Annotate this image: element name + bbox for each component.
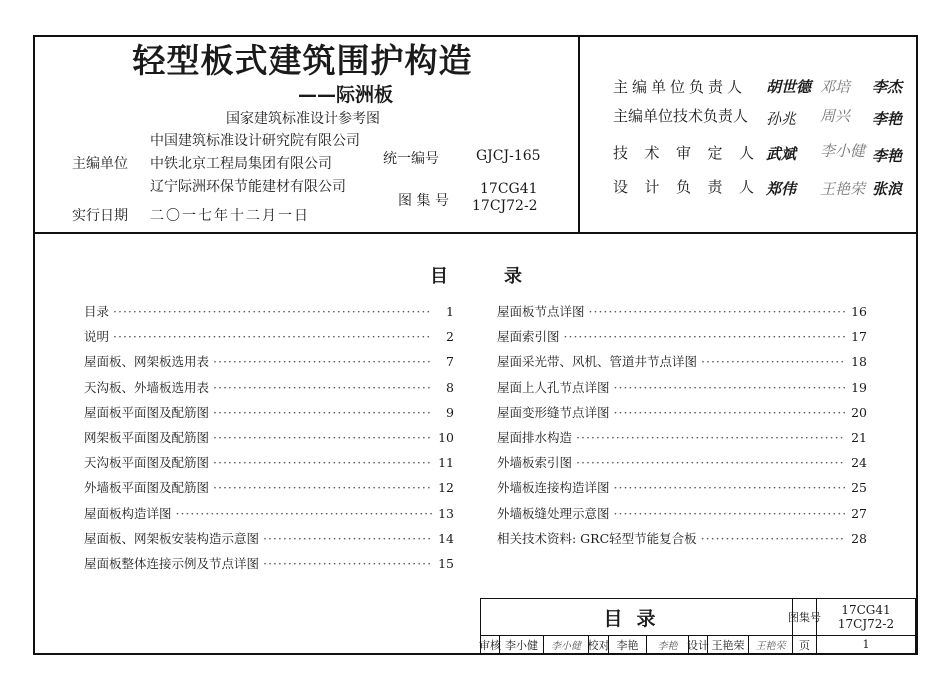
reviewer-signature: 李小健	[544, 636, 589, 654]
toc-entry-page: 16	[851, 304, 867, 319]
toc-entry-title: 天沟板、外墙板选用表	[84, 379, 210, 395]
toc-leader-dots	[701, 354, 845, 369]
toc-entry-title: 屋面采光带、风机、管道井节点详图	[497, 354, 698, 370]
toc-entry-title: 天沟板平面图及配筋图	[84, 455, 210, 471]
toc-entry-page: 19	[851, 379, 867, 395]
signature: 李艳	[872, 110, 903, 128]
date-value: 二〇一七年十二月一日	[150, 208, 310, 224]
signoff-role-2: 主编单位技术负责人	[613, 107, 749, 125]
designer-signature: 王艳荣	[749, 636, 793, 654]
toc-entry[interactable]	[497, 504, 867, 529]
toc-leader-dots	[113, 304, 432, 319]
toc-entry-title: 外墙板平面图及配筋图	[84, 480, 210, 496]
toc-entry-page: 21	[851, 429, 867, 445]
header-vertical-divider	[578, 35, 580, 232]
signature: 王艳荣	[820, 180, 866, 198]
toc-entry[interactable]	[497, 453, 867, 478]
signoff-role-3: 技术审定人	[613, 144, 771, 162]
toc-leader-dots	[614, 480, 845, 495]
checker-signature: 李艳	[647, 636, 689, 654]
toc-entry-page: 15	[438, 555, 454, 571]
signature: 李小健	[820, 142, 866, 160]
toc-entry-page: 27	[851, 505, 867, 521]
document-subtitle: ——际洲板	[298, 84, 394, 106]
toc-entry[interactable]	[497, 478, 867, 503]
page-number: 1	[817, 636, 916, 654]
designer-name: 王艳荣	[708, 636, 749, 654]
toc-entry-page: 14	[438, 530, 454, 546]
toc-entry[interactable]	[84, 378, 454, 403]
reviewer-name: 李小健	[500, 636, 544, 654]
checker-name: 李艳	[609, 636, 647, 654]
toc-entry-title: 屋面板平面图及配筋图	[84, 404, 210, 420]
toc-leader-dots	[576, 430, 845, 445]
signature: 张浪	[872, 180, 903, 198]
toc-entry-page: 24	[851, 455, 867, 471]
toc-entry-title: 外墙板缝处理示意图	[497, 505, 610, 521]
toc-entry[interactable]	[497, 302, 867, 327]
toc-leader-dots	[113, 329, 432, 344]
toc-entry-page: 11	[438, 455, 454, 471]
toc-leader-dots	[176, 506, 432, 521]
toc-leader-dots	[213, 430, 432, 445]
toc-entry-title: 相关技术资料: GRC轻型节能复合板	[497, 530, 697, 546]
unified-number: GJCJ-165	[476, 148, 541, 164]
title-block-atlas-number-2: 17CJ72-2	[837, 617, 895, 631]
signature: 周兴	[820, 107, 851, 125]
toc-entry-title: 屋面变形缝节点详图	[497, 404, 610, 420]
toc-leader-dots	[564, 329, 845, 344]
toc-leader-dots	[213, 354, 432, 369]
title-block-name: 目录	[481, 599, 793, 636]
toc-entry-title: 屋面板节点详图	[497, 304, 585, 319]
toc-entry-title: 目录	[84, 304, 110, 319]
toc-entry[interactable]	[84, 428, 454, 453]
toc-entry-page: 9	[446, 404, 454, 420]
toc-entry-title: 屋面排水构造	[497, 429, 573, 445]
editor-unit-3: 辽宁际洲环保节能建材有限公司	[150, 179, 346, 195]
toc-entry-page: 25	[851, 480, 867, 496]
signoff-role-4: 设计负责人	[613, 178, 771, 196]
toc-leader-dots	[213, 380, 432, 395]
toc-entry[interactable]	[497, 327, 867, 352]
toc-entry-page: 13	[438, 505, 454, 521]
toc-right-column	[497, 302, 867, 554]
toc-leader-dots	[614, 405, 845, 420]
toc-entry[interactable]	[497, 378, 867, 403]
atlas-number-1: 17CG41	[480, 181, 538, 197]
toc-entry[interactable]	[497, 529, 867, 554]
toc-title-left: 目	[430, 266, 448, 287]
toc-leader-dots	[263, 556, 432, 571]
atlas-number-2: 17CJ72-2	[472, 198, 538, 214]
toc-entry[interactable]	[84, 504, 454, 529]
toc-entry[interactable]	[84, 554, 454, 579]
toc-leader-dots	[589, 304, 845, 319]
document-title: 轻型板式建筑围护构造	[132, 41, 473, 80]
toc-title-right: 录	[504, 266, 522, 287]
toc-entry-page: 7	[446, 354, 454, 370]
toc-leader-dots	[614, 506, 845, 521]
review-label: 审核	[481, 636, 500, 654]
toc-entry[interactable]	[497, 352, 867, 377]
toc-entry-page: 20	[851, 404, 867, 420]
signature: 孙兆	[766, 110, 797, 128]
toc-entry-title: 外墙板索引图	[497, 455, 573, 471]
signature: 郑伟	[766, 180, 797, 198]
toc-entry-page: 28	[851, 530, 867, 546]
toc-entry-title: 说明	[84, 329, 110, 345]
toc-entry[interactable]	[497, 428, 867, 453]
toc-entry-title: 屋面索引图	[497, 329, 560, 345]
toc-leader-dots	[213, 480, 432, 495]
page-label: 页	[793, 636, 817, 654]
atlas-number-label: 图 集 号	[398, 193, 449, 209]
date-label: 实行日期	[72, 208, 128, 224]
check-label: 校对	[589, 636, 609, 654]
toc-entry-page: 8	[446, 379, 454, 395]
toc-entry-title: 屋面板、网架板安装构造示意图	[84, 530, 260, 546]
toc-entry-title: 外墙板连接构造详图	[497, 480, 610, 496]
title-block	[480, 598, 916, 654]
editor-label: 主编单位	[72, 156, 128, 172]
editor-unit-2: 中铁北京工程局集团有限公司	[150, 156, 332, 172]
toc-entry-page: 18	[851, 354, 867, 370]
toc-entry-page: 10	[438, 429, 454, 445]
toc-entry-title: 屋面板构造详图	[84, 505, 172, 521]
editor-unit-1: 中国建筑标准设计研究院有限公司	[150, 133, 360, 149]
toc-entry-title: 屋面板整体连接示例及节点详图	[84, 555, 260, 571]
unified-number-label: 统一编号	[383, 151, 439, 167]
standard-reference: 国家建筑标准设计参考图	[226, 111, 380, 127]
title-block-atlas-number	[817, 599, 916, 636]
design-label: 设计	[689, 636, 708, 654]
signature: 胡世德	[766, 78, 812, 96]
toc-entry[interactable]	[84, 302, 454, 327]
toc-leader-dots	[576, 455, 845, 470]
toc-entry-page: 12	[438, 480, 454, 496]
signoff-role-1: 主编单位负责人	[613, 78, 747, 96]
toc-leader-dots	[263, 531, 432, 546]
signature: 李艳	[872, 147, 903, 165]
toc-entry-page: 2	[446, 329, 454, 345]
toc-entry-title: 网架板平面图及配筋图	[84, 429, 210, 445]
toc-leader-dots	[701, 531, 845, 546]
toc-leader-dots	[213, 455, 432, 470]
toc-entry[interactable]	[84, 453, 454, 478]
header-divider	[33, 232, 918, 234]
toc-entry[interactable]	[84, 352, 454, 377]
toc-entry-page: 1	[446, 304, 454, 319]
toc-left-column	[84, 302, 454, 579]
toc-entry[interactable]	[497, 403, 867, 428]
toc-entry[interactable]	[84, 403, 454, 428]
toc-leader-dots	[614, 380, 845, 395]
toc-entry-page: 17	[851, 329, 867, 345]
toc-entry[interactable]	[84, 529, 454, 554]
toc-entry[interactable]	[84, 327, 454, 352]
title-block-atlas-number-1: 17CG41	[841, 603, 891, 617]
toc-leader-dots	[213, 405, 432, 420]
signature: 邓培	[820, 78, 851, 96]
toc-entry[interactable]	[84, 478, 454, 503]
signature: 李杰	[872, 78, 903, 96]
toc-entry-title: 屋面板、网架板选用表	[84, 354, 210, 370]
toc-entry-title: 屋面上人孔节点详图	[497, 379, 610, 395]
title-block-atlas-label: 图集号	[793, 599, 817, 636]
signature: 武斌	[766, 145, 797, 163]
